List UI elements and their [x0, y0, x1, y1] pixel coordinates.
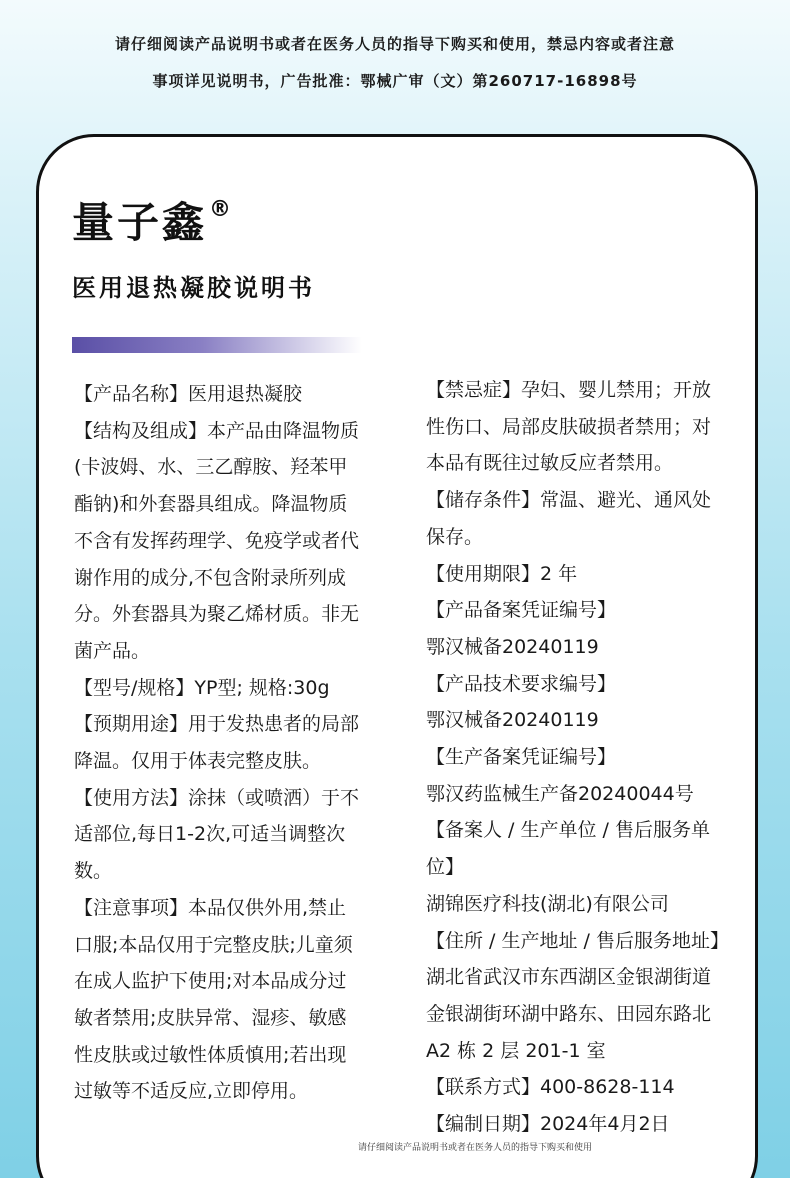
brand-text: 量子鑫 [72, 198, 208, 247]
paragraph: 【使用方法】涂抹（或喷洒）于不适部位,每日1-2次,可适当调整次数。 [74, 786, 360, 883]
left-column [74, 376, 364, 1110]
notice-line-2: 事项详见说明书，广告批准：鄂械广审（文）第260717-16898号 [152, 72, 638, 90]
paragraph: 【住所 / 生产地址 / 售后服务地址】 [426, 929, 729, 952]
paragraph: 【禁忌症】孕妇、婴儿禁用；开放性伤口、局部皮肤破损者禁用；对本品有既往过敏反应者禁用。 [426, 379, 712, 475]
paragraph: 【使用期限】2 年 [426, 562, 578, 585]
advertising-notice [0, 26, 790, 100]
paragraph: 鄂汉械备20240119 [426, 635, 599, 658]
paragraph: 湖北省武汉市东西湖区金银湖街道金银湖街环湖中路东、田园东路北 A2 栋 2 层 201-1 室 [426, 966, 712, 1062]
right-column [426, 372, 729, 1143]
paragraph: 【编制日期】2024年4月2日 [426, 1113, 670, 1136]
paragraph: 鄂汉药监械生产备20240044号 [426, 782, 694, 805]
registered-mark: ® [209, 197, 235, 222]
paragraph: 【结构及组成】本产品由降温物质(卡波姆、水、三乙醇胺、羟苯甲酯钠)和外套器具组成。降温物质不含有发挥药理学、免疫学或者代谢作用的成分,不包含附录所列成分。外套器具为聚乙烯材质。非无菌产品。 [74, 419, 360, 662]
paragraph: 【储存条件】常温、避光、通风处保存。 [426, 489, 712, 548]
paragraph: 鄂汉械备20240119 [426, 709, 599, 732]
paragraph: 【备案人 / 生产单位 / 售后服务单位】 [426, 819, 710, 879]
paragraph: 【型号/规格】YP型; 规格:30g [74, 676, 330, 699]
paragraph: 【产品备案凭证编号】 [426, 599, 617, 622]
brand-name [72, 190, 234, 250]
paragraph: 【预期用途】用于发热患者的局部降温。仅用于体表完整皮肤。 [74, 713, 360, 773]
accent-bar [72, 337, 362, 353]
paragraph: 湖锦医疗科技(湖北)有限公司 [426, 892, 669, 915]
paragraph: 【产品技术要求编号】 [426, 672, 617, 695]
document-title: 医用退热凝胶说明书 [72, 274, 315, 302]
notice-line-1: 请仔细阅读产品说明书或者在医务人员的指导下购买和使用，禁忌内容或者注意 [114, 35, 675, 53]
paragraph: 【生产备案凭证编号】 [426, 746, 617, 769]
paragraph: 【联系方式】400-8628-114 [426, 1076, 675, 1099]
footer-note: 请仔细阅读产品说明书或者在医务人员的指导下购买和使用 [357, 1143, 592, 1153]
paragraph: 【产品名称】医用退热凝胶 [74, 383, 303, 405]
paragraph: 【注意事项】本品仅供外用,禁止口服;本品仅用于完整皮肤;儿童须在成人监护下使用;对本品成分过敏者禁用;皮肤异常、湿疹、敏感性皮肤或过敏性体质慎用;若出现过敏等不适反应,立即停用。 [74, 896, 353, 1103]
